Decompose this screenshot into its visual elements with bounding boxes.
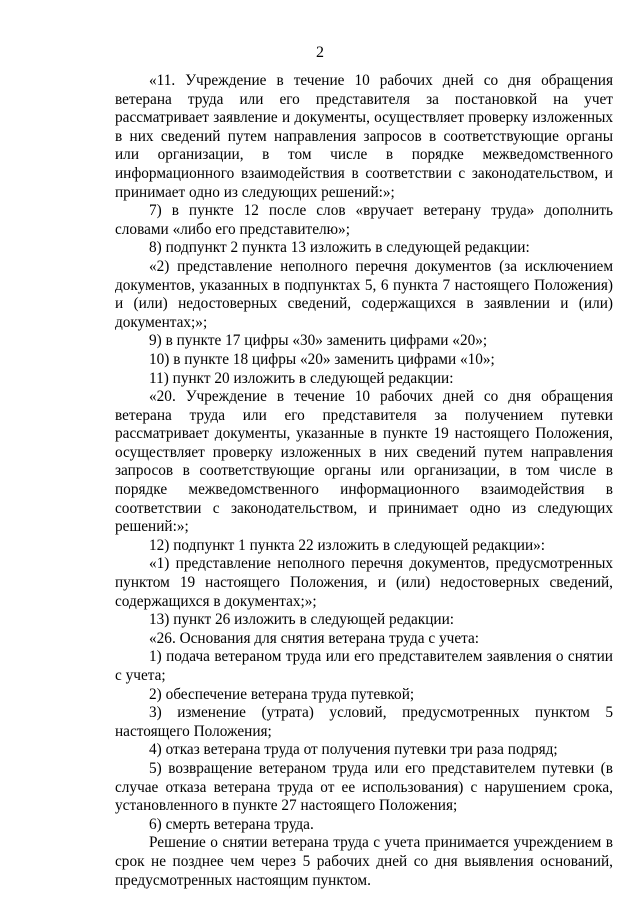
paragraph-item-8: 8) подпункт 2 пункта 13 изложить в следующей редакции: [149, 239, 530, 257]
document-body [115, 72, 613, 890]
paragraph-item-10: 10) в пункте 18 цифры «20» заменить цифрами «10»; [149, 350, 495, 368]
paragraph-ground-1: 1) подача ветераном труда или его представителем заявления о снятии с учета; [115, 648, 613, 684]
paragraph-item-11: 11) пункт 20 изложить в следующей редакции: [149, 369, 454, 387]
paragraph-item-12: 12) подпункт 1 пункта 22 изложить в следующей редакции»: [149, 536, 546, 554]
paragraph-ground-5: 5) возвращение ветераном труда или его представителем путевки (в случае отказа ветерана труда от ее использования) с нарушением срока, установленного в пункте 27 настоящего Положения; [115, 759, 613, 815]
paragraph-20-text: «20. Учреждение в течение 10 рабочих дней со дня обращения ветерана труда или его представителя за получением путевки рассматривает документы, указанные в пункте 19 настоящего Положения, осуществляет проверку изложенных в них сведений путем направления запросов в соответствующие органы или организации, в том числе в порядке межведомственного информационного взаимодействия в соответствии с законодательством, и принимает одно из следующих решений:»; [115, 388, 613, 536]
paragraph-ground-2: 2) обеспечение ветерана труда путевкой; [149, 685, 415, 703]
paragraph-ground-3: 3) изменение (утрата) условий, предусмотренных пунктом 5 настоящего Положения; [115, 704, 613, 740]
paragraph-item-13: 13) пункт 26 изложить в следующей редакции: [149, 611, 455, 629]
paragraph-decision: Решение о снятии ветерана труда с учета принимается учреждением в срок не позднее чем через 5 рабочих дней со дня выявления оснований, предусмотренных настоящим пунктом. [115, 834, 613, 889]
page-number: 2 [316, 44, 324, 61]
paragraph-item-9: 9) в пункте 17 цифры «30» заменить цифрами «20»; [149, 332, 488, 350]
paragraph-item-7: 7) в пункте 12 после слов «вручает ветерану труда» дополнить словами «либо его представителю»; [115, 202, 613, 238]
paragraph-subitem-2-text: «2) представление неполного перечня документов (за исключением документов, указанных в подпунктах 5, 6 пункта 7 настоящего Положения) и (или) недостоверных сведений, содержащихся в заявлении и (или) документах;»; [115, 257, 613, 331]
paragraph-11-amendment: «11. Учреждение в течение 10 рабочих дней со дня обращения ветерана труда или его представителя за постановкой на учет рассматривает заявление и документы, осуществляет проверку изложенных в них сведений путем направления запросов в соответствующие органы или организации, в том числе в порядке межведомственного информационного взаимодействия в соответствии с законодательством, и принимает одно из следующих решений:»; [115, 72, 613, 201]
paragraph-ground-6: 6) смерть ветерана труда. [149, 815, 314, 833]
paragraph-26-heading: «26. Основания для снятия ветерана труда с учета: [149, 629, 480, 647]
paragraph-subitem-1-text: «1) представление неполного перечня документов, предусмотренных пунктом 19 настоящего Положения, и (или) недостоверных сведений, содержащихся в документах;»; [115, 555, 613, 610]
paragraph-ground-4: 4) отказ ветерана труда от получения путевки три раза подряд; [149, 741, 558, 759]
